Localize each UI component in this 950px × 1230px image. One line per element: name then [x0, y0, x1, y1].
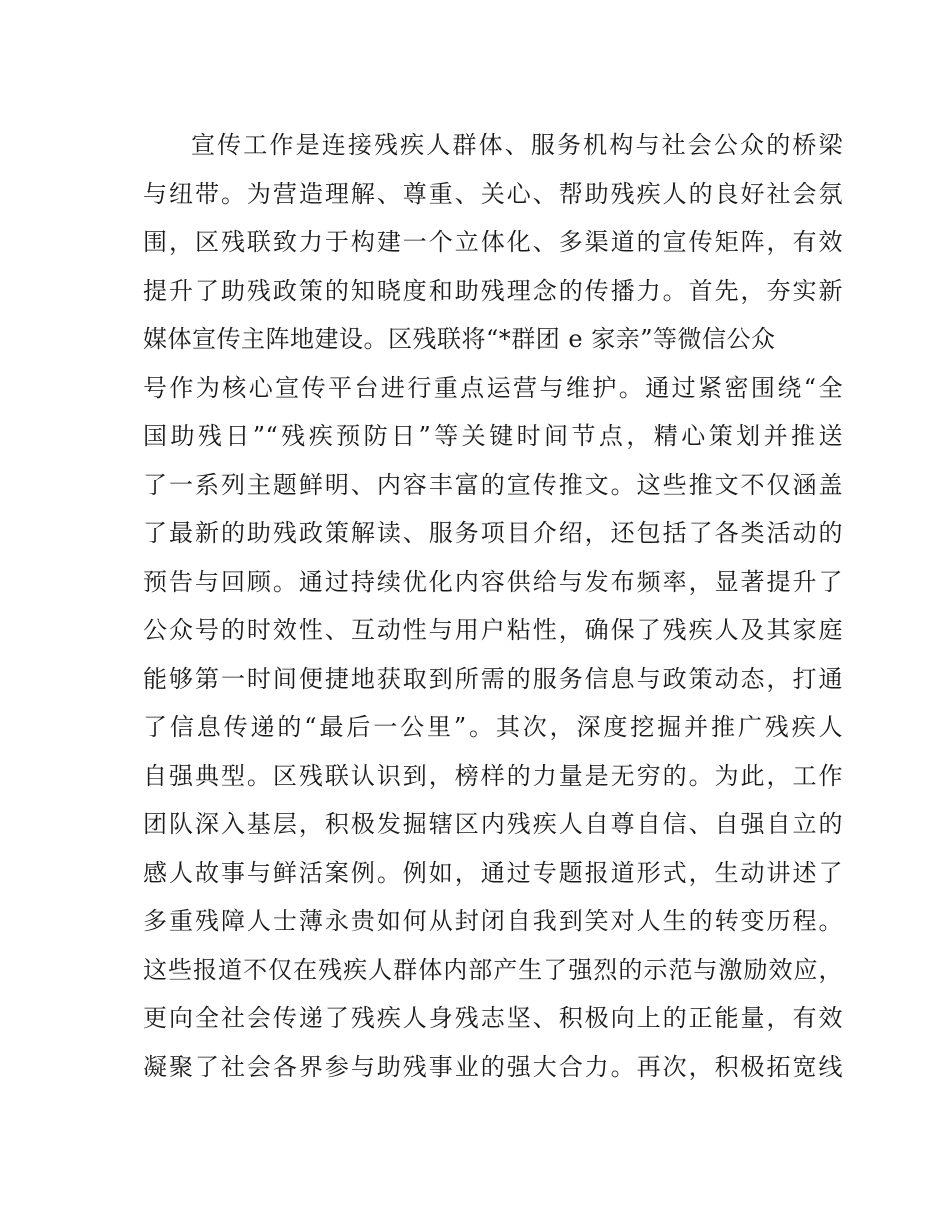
text-line: 了一系列主题鲜明、内容丰富的宣传推文。这些推文不仅涵盖	[143, 470, 843, 499]
text-line: 凝聚了社会各界参与助残事业的强大合力。再次，积极拓宽线	[143, 1052, 843, 1081]
text-line: 公众号的时效性、互动性与用户粘性，确保了残疾人及其家庭	[143, 616, 843, 644]
text-line: 感人故事与鲜活案例。例如，通过专题报道形式，生动讲述了	[143, 858, 843, 887]
text-line: 自强典型。区残联认识到，榜样的力量是无穷的。为此，工作	[143, 761, 843, 790]
text-line: 了最新的助残政策解读、服务项目介绍，还包括了各类活动的	[143, 519, 843, 547]
text-line: 这些报道不仅在残疾人群体内部产生了强烈的示范与激励效应，	[143, 955, 843, 984]
text-line: 围，区残联致力于构建一个立体化、多渠道的宣传矩阵，有效	[143, 228, 843, 256]
text-line: 媒体宣传主阵地建设。区残联将“*群团 e 家亲”等微信公众	[143, 325, 776, 353]
text-line: 更向全社会传递了残疾人身残志坚、积极向上的正能量，有效	[143, 1004, 843, 1032]
body-paragraph	[143, 121, 843, 1091]
text-line: 号作为核心宣传平台进行重点运营与维护。通过紧密围绕“全	[143, 373, 843, 402]
text-line: 团队深入基层，积极发掘辖区内残疾人自尊自信、自强自立的	[143, 810, 843, 838]
text-line: 预告与回顾。通过持续优化内容供给与发布频率，显著提升了	[143, 567, 843, 596]
text-line: 宣传工作是连接残疾人群体、服务机构与社会公众的桥梁	[191, 131, 843, 159]
text-line: 了信息传递的“最后一公里”。其次，深度挖掘并推广残疾人	[143, 713, 843, 741]
text-line: 多重残障人士薄永贵如何从封闭自我到笑对人生的转变历程。	[143, 907, 843, 935]
text-line: 国助残日”“残疾预防日”等关键时间节点，精心策划并推送	[143, 422, 843, 450]
text-line: 提升了助残政策的知晓度和助残理念的传播力。首先，夯实新	[143, 276, 843, 305]
text-line: 能够第一时间便捷地获取到所需的服务信息与政策动态，打通	[143, 664, 843, 693]
text-line: 与纽带。为营造理解、尊重、关心、帮助残疾人的良好社会氛	[143, 179, 843, 208]
